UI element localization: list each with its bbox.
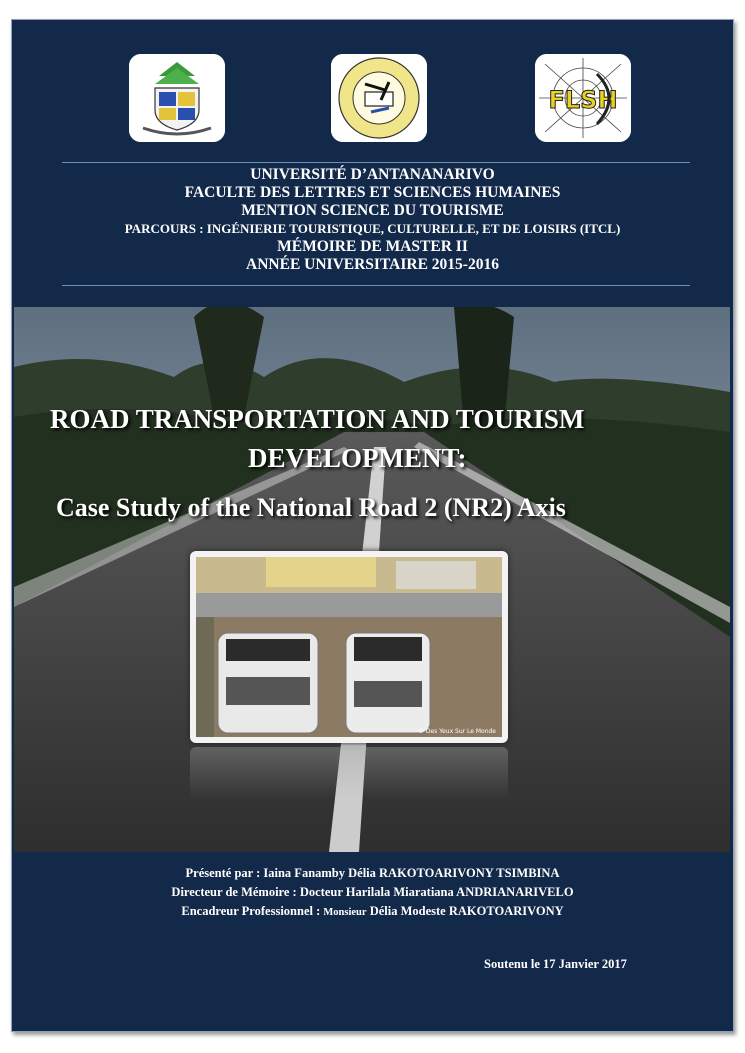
minibus-inset-photo [190,551,508,743]
credits [14,864,731,922]
presented-by [14,864,731,883]
professional-supervisor [14,902,731,922]
tourism-science-logo [331,54,427,142]
header-top-rule [62,162,690,163]
road-photo [14,307,730,852]
mention: MENTION SCIENCE DU TOURISME [241,202,504,219]
author-name: Iaina Fanamby Délia RAKOTOARIVONY TSIMBINA [263,866,560,880]
svg-text:FLSH: FLSH [548,86,618,114]
university-name: UNIVERSITÉ D’ANTANANARIVO [250,166,495,183]
supervisor-title: Monsieur [323,907,367,918]
director-label: Directeur de Mémoire : [171,885,300,899]
thesis-title-line1: ROAD TRANSPORTATION AND TOURISM [50,404,585,434]
academic-year: ANNÉE UNIVERSITAIRE 2015-2016 [246,256,499,273]
presented-by-label: Présenté par : [185,866,264,880]
supervisor-label: Encadreur Professionnel : [181,904,324,918]
institution-header [14,166,731,274]
faculty-name: FACULTE DES LETTRES ET SCIENCES HUMAINES [184,184,561,201]
thesis-director [14,883,731,902]
inset-watermark: © Des Yeux Sur Le Monde [417,728,496,735]
defense-date: Soutenu le 17 Janvier 2017 [484,957,627,971]
director-name: Docteur Harilala Miaratiana ANDRIANARIVELO [299,885,574,899]
university-seal-logo [129,54,225,142]
inset-reflection [190,747,508,799]
thesis-title-line2: DEVELOPMENT: [248,443,467,473]
flsh-logo [535,54,631,142]
thesis-subtitle: Case Study of the National Road 2 (NR2) Axis [56,493,566,522]
supervisor-name: Délia Modeste RAKOTOARIVONY [366,904,564,918]
parcours: PARCOURS : INGÉNIERIE TOURISTIQUE, CULTURELLE, ET DE LOISIRS (ITCL) [124,221,621,236]
memoire-type: MÉMOIRE DE MASTER II [277,238,468,255]
header-bottom-rule [62,285,690,286]
